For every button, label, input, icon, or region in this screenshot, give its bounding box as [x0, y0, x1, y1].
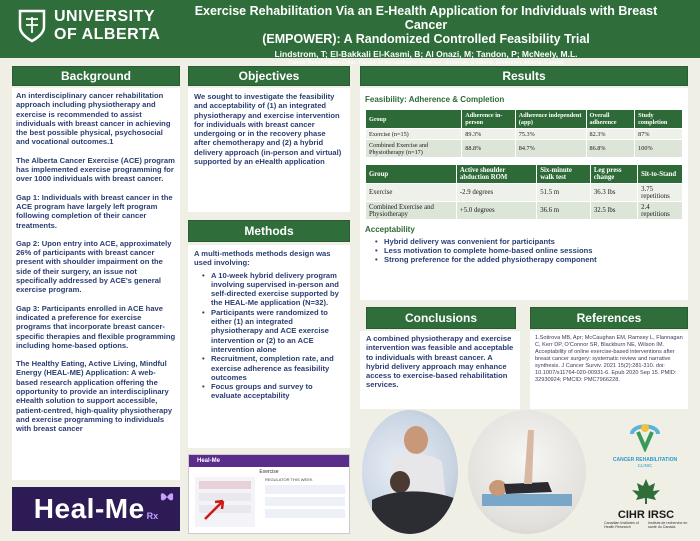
table-cell: +5.0 degrees — [456, 202, 536, 220]
results-heading: Results — [360, 66, 688, 86]
methods-item: • Focus groups and survey to evaluate acceptability — [202, 382, 344, 401]
heal-me-logo — [12, 487, 180, 531]
table-cell: 32.5 lbs — [590, 202, 637, 220]
references-heading: References — [530, 307, 688, 329]
table-header: Group — [366, 110, 462, 129]
poster-title-line1: Exercise Rehabilitation Via an E-Health Application for Individuals with Breast Cancer — [194, 4, 658, 32]
university-name-line2: OF ALBERTA — [54, 26, 161, 43]
background-paragraph: Gap 2: Upon entry into ACE, approximately 26% of participants with breast cancer present with shoulder impairment on the side of their surgery, an issue not specifically addressed by ACE's general exercise program. — [16, 238, 172, 295]
app-screenshot — [188, 454, 350, 534]
table-header: Overall adherence — [586, 110, 635, 129]
methods-heading: Methods — [188, 220, 350, 242]
figure-icon — [628, 418, 662, 452]
acceptability-heading: Acceptability — [365, 225, 415, 235]
table-cell: 2.4 repetitions — [638, 202, 683, 220]
app-brand: Heal-Me — [189, 455, 349, 467]
university-name-line1: UNIVERSITY — [54, 8, 156, 25]
university-logo — [18, 8, 160, 44]
cihr-french: Instituts de recherche en santé du Canada — [648, 521, 688, 529]
adherence-table — [365, 109, 683, 158]
methods-intro: A multi-methods methods design was used involving: — [194, 249, 331, 268]
poster-header — [0, 0, 700, 66]
background-panel — [12, 88, 180, 480]
table-cell: 84.7% — [515, 140, 586, 158]
crc-line1: CANCER REHABILITATION — [612, 457, 678, 463]
conclusions-text: A combined physiotherapy and exercise intervention was feasible and acceptable to individuals with breast cancer. A hybrid delivery approach may enhance access to exercise-based rehabilitation services. — [366, 334, 514, 390]
heal-me-logo-suffix: Rx — [146, 511, 159, 521]
table-header: Study completion — [635, 110, 683, 129]
exercise-scene-image — [468, 410, 586, 534]
methods-panel — [188, 245, 350, 448]
table-cell: 51.5 m — [537, 184, 591, 202]
shield-crest-icon — [18, 9, 46, 43]
exercise-photo — [468, 410, 586, 534]
crc-line2: CLINIC — [637, 463, 653, 468]
table-cell: 36.6 m — [537, 202, 591, 220]
table-cell: 75.3% — [515, 129, 586, 140]
app-page-title: Exercise — [259, 469, 279, 475]
results-subheading: Feasibility: Adherence & Completion — [365, 95, 505, 104]
table-cell: 89.3% — [462, 129, 516, 140]
table-header: Six-minute walk test — [537, 165, 591, 184]
app-section-label: REGULATOR THIS WEEK — [265, 477, 313, 482]
table-cell: 82.3% — [586, 129, 635, 140]
objectives-heading: Objectives — [188, 66, 350, 86]
methods-item: • Participants were randomized to either (1) an integrated physiotherapy and ACE exercise intervention or (2) to an ACE intervention alone — [202, 308, 344, 354]
table-row — [366, 202, 683, 220]
cihr-logo — [604, 478, 688, 529]
acceptability-item: • Hybrid delivery was convenient for participants — [375, 237, 683, 246]
table-cell: 86.8% — [586, 140, 635, 158]
conclusions-heading: Conclusions — [366, 307, 516, 329]
poster-title-line2: (EMPOWER): A Randomized Controlled Feasibility Trial — [262, 32, 590, 46]
heal-me-logo-text: Heal-Me — [33, 493, 145, 524]
objectives-text: We sought to investigate the feasibility and acceptability of (1) an integrated physiotherapy and exercise intervention for individuals with breast cancer undergoing or in the recovery phase after chemotherapy and (2) a hybrid delivery approach (in-person and virtual) supported by an eHealth application — [194, 92, 342, 167]
objectives-panel — [188, 88, 350, 212]
table-cell: Combined Exercise and Physiotherapy (n=17) — [366, 140, 462, 158]
reference-entry: 1.Sotirova MB, Apr; McCaughan EM, Ramsey L, Flannagan C, Kerr DP, O'Connor SR, Blackburn NE, Wilson IM. Acceptability of online exercise-based interventions after breast cancer surgery: systematic review and narrative synthesis. J Cancer Surviv. 2021 15(2):281-310. doi: 10.1007/s11764-020-00931-6. Epub 2020 Sep 15. PMID: 32930924; PMCID: PMC7966228. — [535, 335, 683, 383]
maple-leaf-icon — [631, 478, 661, 504]
background-paragraph: The Healthy Eating, Active Living, Mindful Energy (HEAL-ME) Application: A web-based research application offering the opportunity to provide an interdisciplinary eHealth solution to support accessible, patient-centred, high-quality physiotherapy and exercise programming to individuals with breast cancer — [16, 359, 173, 434]
conclusions-panel — [360, 331, 520, 409]
cihr-name: CIHR IRSC — [617, 509, 675, 521]
poster-affiliation: Cancer Rehabilitation Clinic, Faculty of Rehabilitation Medicine, University of Alberta, Edmonton, Alberta, Canada — [288, 60, 564, 66]
table-cell: 88.8% — [462, 140, 516, 158]
poster-authors: Lindstrom, T; El-Bakkali El-Kasmi, B; Al Onazi, M; Tandon, P; McNeely, M.L. — [274, 49, 578, 59]
table-cell: -2.9 degrees — [456, 184, 536, 202]
arrow-annotation-icon — [201, 495, 231, 523]
table-header: Sit-to-Stand — [638, 165, 683, 184]
acceptability-item: • Less motivation to complete home-based online sessions — [375, 246, 683, 255]
table-header: Adherence independent (app) — [515, 110, 586, 129]
table-cell: 100% — [635, 140, 683, 158]
methods-item: • A 10-week hybrid delivery program involving supervised in-person and self-directed exercise supported by the HEAL-Me application (N=32). — [202, 271, 344, 308]
background-paragraph: Gap 3: Participants enrolled in ACE have indicated a preference for exercise programs that incorporate breast cancer-specific therapies and flexible programming including home-based options. — [16, 303, 176, 350]
table-cell: 87% — [635, 129, 683, 140]
physiotherapy-photo — [362, 410, 458, 534]
acceptability-item: • Strong preference for the added physiotherapy component — [375, 255, 683, 264]
table-header: Group — [366, 165, 457, 184]
cancer-rehab-clinic-logo — [600, 418, 690, 468]
table-cell: Combined Exercise and Physiotherapy — [366, 202, 457, 220]
table-header: Leg press change — [590, 165, 637, 184]
references-panel — [530, 331, 688, 409]
table-row — [366, 140, 683, 158]
background-paragraph: The Alberta Cancer Exercise (ACE) program has implemented exercise programming for over 1000 individuals with breast cancer. — [16, 155, 175, 184]
butterfly-icon — [160, 491, 174, 503]
table-header: Active shoulder abduction ROM — [456, 165, 536, 184]
table-cell: Exercise — [366, 184, 457, 202]
background-paragraph: An interdisciplinary cancer rehabilitation approach including physiotherapy and exercise is recommended to assist individuals with breast cancer in achieving the best possible physical, psychosocial and vocational outcomes.1 — [16, 91, 171, 147]
background-paragraph: Gap 1: Individuals with breast cancer in the ACE program have largely left program following completion of their cancer treatments. — [16, 192, 173, 230]
methods-item: • Recruitment, completion rate, and exercise adherence as feasibility outcomes — [202, 354, 344, 382]
table-row — [366, 184, 683, 202]
table-cell: Exercise (n=15) — [366, 129, 462, 140]
background-heading: Background — [12, 66, 180, 86]
table-cell: 3.75 repetitions — [638, 184, 683, 202]
physiotherapy-scene-image — [362, 410, 458, 534]
results-panel — [360, 88, 688, 300]
cihr-english: Canadian Institutes of Health Research — [604, 521, 639, 529]
table-cell: 36.3 lbs — [590, 184, 637, 202]
table-header: Adherence in-person — [462, 110, 516, 129]
table-row — [366, 129, 683, 140]
outcomes-table — [365, 164, 683, 220]
